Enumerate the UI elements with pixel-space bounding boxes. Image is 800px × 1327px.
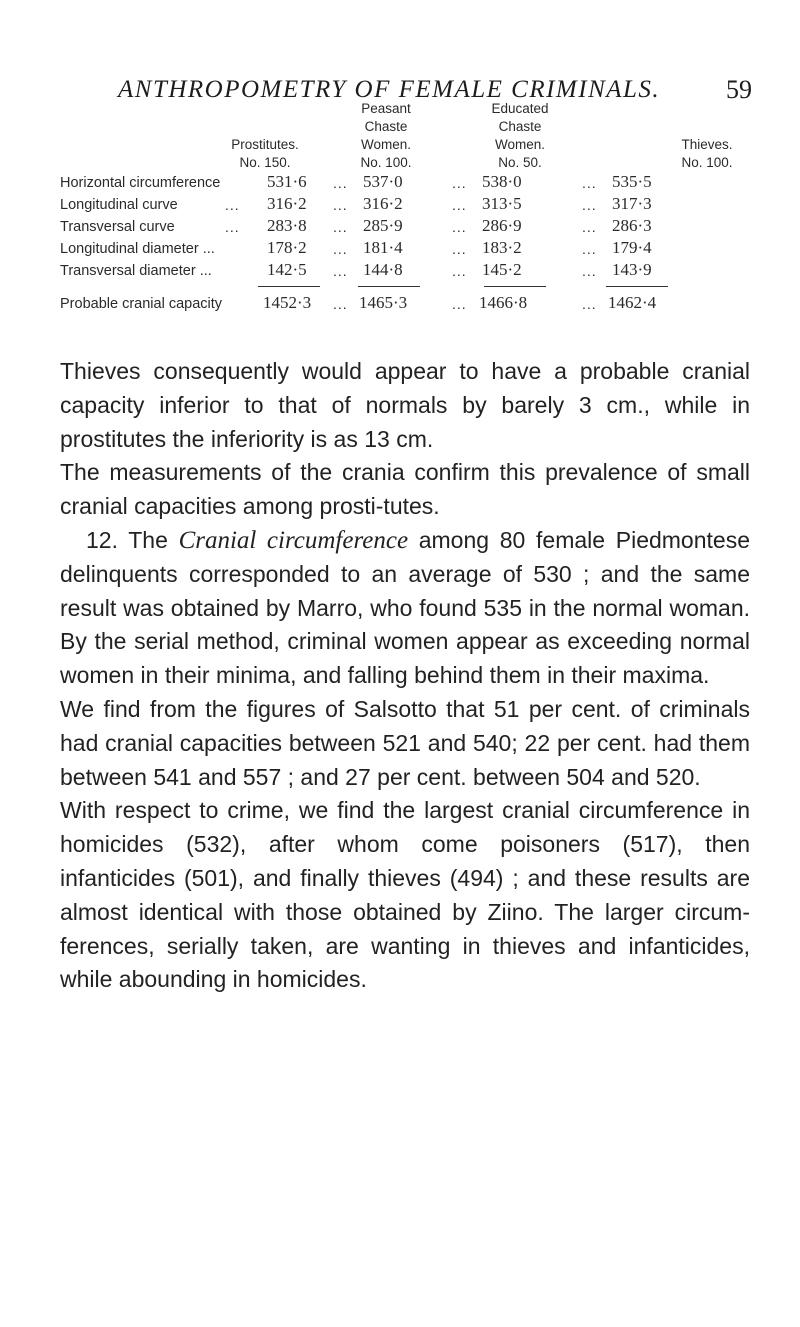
- col-header-line: Chaste: [498, 119, 542, 134]
- dot-leader: ...: [582, 296, 597, 312]
- cell-value: 313·5: [482, 194, 522, 213]
- sum-rule: [484, 286, 546, 287]
- paragraph: The measurements of the crania confirm this prevalence of small cranial capacities among prosti-tutes.: [60, 459, 750, 520]
- cell-value: 1452·3: [263, 293, 312, 312]
- cell-value: 143·9: [612, 260, 652, 279]
- dot-leader: ...: [582, 241, 597, 257]
- sum-rule: [358, 286, 420, 287]
- cell-value: 1466·8: [479, 293, 528, 312]
- sum-rule: [606, 286, 668, 287]
- paragraph: [60, 524, 750, 693]
- measurements-table: [0, 100, 800, 310]
- col-header-line: No. 150.: [239, 155, 291, 170]
- cell-value: 145·2: [482, 260, 522, 279]
- dot-leader: ...: [452, 241, 467, 257]
- col-header-line: No. 100.: [360, 155, 412, 170]
- cell-value: 531·6: [267, 172, 307, 191]
- col-header-thieves: [652, 136, 762, 172]
- dot-leader: ...: [452, 219, 467, 235]
- dot-leader: ...: [333, 197, 348, 213]
- cell-value: 535·5: [612, 172, 652, 191]
- page-number: 59: [726, 75, 752, 104]
- cell-value: 1465·3: [359, 293, 408, 312]
- col-header-line: Educated: [491, 101, 549, 116]
- dot-leader: ...: [333, 219, 348, 235]
- dot-leader: ...: [225, 197, 240, 213]
- dot-leader: ...: [199, 263, 212, 279]
- row-label: Horizontal circumference: [60, 175, 221, 191]
- dot-leader: ...: [582, 263, 597, 279]
- cell-value: 179·4: [612, 238, 652, 257]
- sum-rule: [258, 286, 320, 287]
- cell-value: 538·0: [482, 172, 522, 191]
- col-header-line: Women.: [494, 137, 546, 152]
- dot-leader: ...: [333, 175, 348, 191]
- col-header-line: No. 50.: [498, 155, 542, 170]
- row-label: [60, 241, 215, 257]
- cell-value: 317·3: [612, 194, 652, 213]
- dot-leader: ...: [582, 175, 597, 191]
- dot-leader: ...: [452, 197, 467, 213]
- dot-leader: ...: [333, 296, 348, 312]
- paragraph-lead: 12. The: [86, 526, 168, 553]
- dot-leader: ...: [452, 175, 467, 191]
- paragraph: Thieves consequently would appear to have a probable cranial capacity inferior to that of normals by barely 3 cm., while in prostitutes the inferiority is as 13 cm.: [60, 358, 750, 452]
- col-header-peasant: [316, 100, 456, 172]
- dot-leader: ...: [202, 241, 215, 257]
- cell-value: 316·2: [363, 194, 403, 213]
- dot-leader: ...: [582, 197, 597, 213]
- paragraph: We find from the figures of Salsotto that 51 per cent. of criminals had cranial capacities between 521 and 540; 22 per cent. had them between 541 and 557 ; and 27 per cent. between 504 and 520.: [60, 695, 750, 790]
- cell-value: 283·8: [267, 216, 307, 235]
- cell-value: 144·8: [363, 260, 403, 279]
- dot-leader: ...: [452, 263, 467, 279]
- cell-value: 537·0: [363, 172, 403, 191]
- dot-leader: ...: [225, 219, 240, 235]
- running-title: ANTHROPOMETRY OF FEMALE CRIMINALS.: [118, 76, 661, 103]
- row-label-text: Transversal diameter: [60, 263, 196, 279]
- paragraph-text: among 80 female Piedmontese delinquents corresponded to an average of 530 ; and the same result was obtained by Marro, who found 535 in the normal woman. By the serial method, criminal women appear as exceeding normal women in their minima, and falling behind them in their maxima.: [60, 526, 750, 689]
- dot-leader: ...: [333, 241, 348, 257]
- cell-value: 181·4: [363, 238, 403, 257]
- body-text: [60, 355, 750, 997]
- cell-value: 286·9: [482, 216, 522, 235]
- cell-value: 183·2: [482, 238, 522, 257]
- col-header-line: Peasant: [361, 101, 411, 116]
- cell-value: 316·2: [267, 194, 307, 213]
- cell-value: 178·2: [267, 238, 307, 257]
- col-header-educated: [450, 100, 590, 172]
- cell-value: 1462·4: [608, 293, 657, 312]
- col-header-line: Thieves.: [681, 137, 733, 152]
- row-label: Probable cranial capacity: [60, 296, 223, 312]
- dot-leader: ...: [452, 296, 467, 312]
- dot-leader: ...: [582, 219, 597, 235]
- col-header-prostitutes: [200, 136, 330, 172]
- col-header-line: Women.: [360, 137, 412, 152]
- cell-value: 285·9: [363, 216, 403, 235]
- dot-leader: ...: [333, 263, 348, 279]
- row-label: [60, 263, 212, 279]
- row-label: Longitudinal curve: [60, 197, 178, 213]
- row-label-text: Longitudinal diameter: [60, 241, 199, 257]
- col-header-line: Prostitutes.: [231, 137, 299, 152]
- col-header-line: No. 100.: [681, 155, 733, 170]
- cell-value: 286·3: [612, 216, 652, 235]
- italic-term: Cranial circumference: [178, 526, 409, 554]
- row-label: Transversal curve: [60, 219, 175, 235]
- cell-value: 142·5: [267, 260, 307, 279]
- col-header-line: Chaste: [364, 119, 408, 134]
- paragraph: With respect to crime, we find the largest cranial circumference in homicides (532), after whom come poisoners (517), then infanticides (501), and finally thieves (494) ; and these results are almost identical with those obtained by Ziino. The larger circum-ferences, serially taken, are wanting in thieves and infanticides, while abounding in homicides.: [60, 797, 750, 993]
